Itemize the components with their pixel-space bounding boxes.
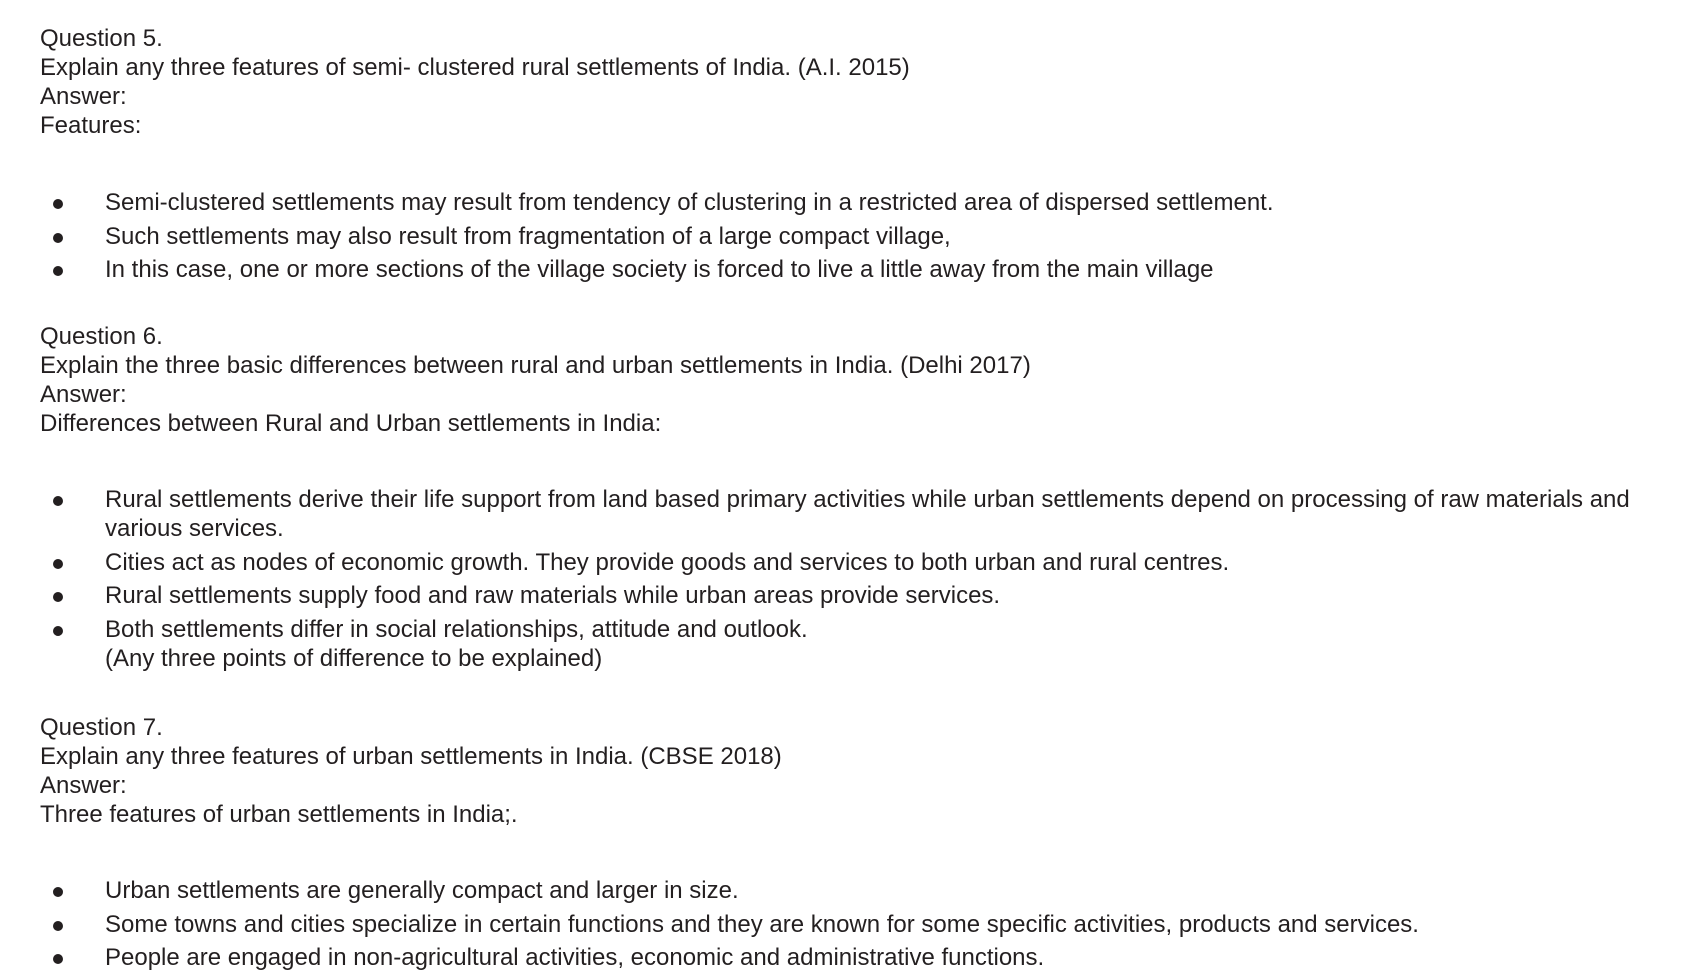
answer-label: Answer: <box>40 381 127 408</box>
list-item-text: Rural settlements derive their life support from land based primary activities while urban settlements depend on processing of raw materials and various services. <box>105 486 1630 542</box>
list-item <box>40 485 1680 543</box>
answer-intro: Three features of urban settlements in India;. <box>40 801 518 828</box>
bullet-icon <box>53 921 63 931</box>
list-item-text: Rural settlements supply food and raw materials while urban areas provide services. <box>105 582 1001 609</box>
list-item <box>40 615 1680 673</box>
question-label: Question 6. <box>40 323 163 350</box>
answer-label: Answer: <box>40 83 127 110</box>
list-item-note: (Any three points of difference to be explained) <box>105 644 603 672</box>
list-item <box>40 876 1680 905</box>
question-6-header <box>40 322 1680 438</box>
list-item <box>40 255 1680 284</box>
list-item-text: Some towns and cities specialize in certain functions and they are known for some specific activities, products and services. <box>105 910 1419 938</box>
question-label: Question 7. <box>40 714 163 741</box>
answer-label: Answer: <box>40 772 127 799</box>
bullet-icon <box>53 626 63 636</box>
question-5-header <box>40 24 1680 140</box>
question-7-bullets <box>40 876 1680 977</box>
bullet-icon <box>53 233 63 243</box>
list-item-text: Urban settlements are generally compact and larger in size. <box>105 877 739 904</box>
list-item <box>40 222 1680 251</box>
bullet-icon <box>53 887 63 897</box>
bullet-icon <box>53 559 63 569</box>
list-item <box>40 548 1680 577</box>
list-item-text: In this case, one or more sections of the village society is forced to live a little away from the main village <box>105 256 1214 283</box>
list-item-text: People are engaged in non-agricultural activities, economic and administrative functions. <box>105 944 1045 971</box>
bullet-icon <box>53 199 63 209</box>
list-item-text: Both settlements differ in social relationships, attitude and outlook. <box>105 615 808 643</box>
list-item-text: Such settlements may also result from fragmentation of a large compact village, <box>105 222 951 250</box>
question-text: Explain the three basic differences between rural and urban settlements in India. (Delhi 2017) <box>40 352 1031 379</box>
list-item <box>40 910 1680 939</box>
question-7-header <box>40 713 1680 829</box>
bullet-icon <box>53 592 63 602</box>
question-text: Explain any three features of urban settlements in India. (CBSE 2018) <box>40 743 782 770</box>
question-5-bullets <box>40 188 1680 289</box>
answer-intro: Differences between Rural and Urban settlements in India: <box>40 410 662 437</box>
list-item <box>40 188 1680 217</box>
bullet-icon <box>53 266 63 276</box>
list-item-text: Semi-clustered settlements may result from tendency of clustering in a restricted area of dispersed settlement. <box>105 189 1274 216</box>
bullet-icon <box>53 954 63 964</box>
question-6-bullets <box>40 485 1680 677</box>
list-item <box>40 943 1680 972</box>
answer-intro: Features: <box>40 112 142 139</box>
list-item <box>40 581 1680 610</box>
question-text: Explain any three features of semi- clustered rural settlements of India. (A.I. 2015) <box>40 54 910 81</box>
bullet-icon <box>53 496 63 506</box>
list-item-text: Cities act as nodes of economic growth. They provide goods and services to both urban and rural centres. <box>105 548 1230 576</box>
question-label: Question 5. <box>40 25 163 52</box>
